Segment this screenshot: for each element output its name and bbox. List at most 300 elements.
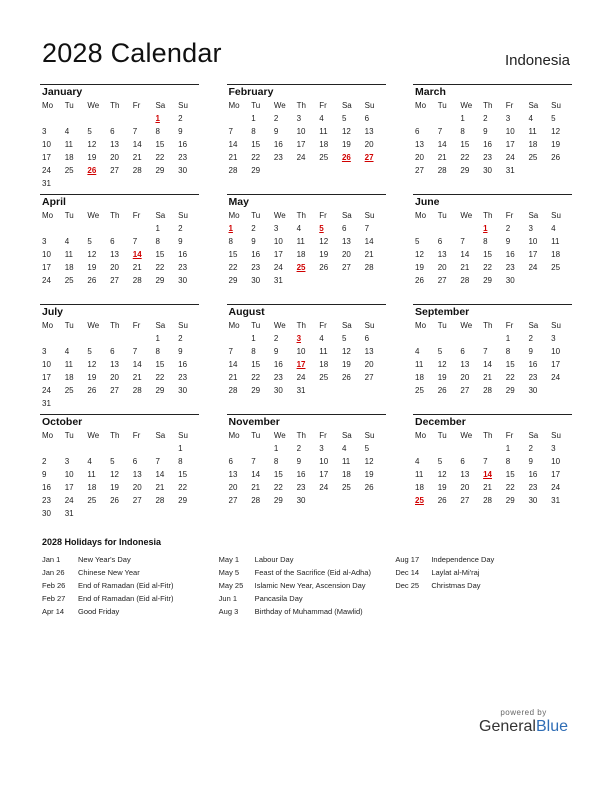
day-cell: 27 [460,496,470,505]
holiday-item [42,553,219,566]
day-cell: 11 [319,127,328,136]
day-cell: 14 [228,140,238,149]
empty-day-cell [153,442,176,455]
day-cell: 27 [228,496,238,505]
day-cell: 30 [273,386,283,395]
week-row [413,248,572,261]
brand-name-part1: General [479,718,536,735]
holiday-day: 25 [296,263,306,272]
day-cell: 3 [273,224,279,233]
weekday-label: Sa [528,101,539,110]
holiday-day: 1 [228,224,233,233]
weekday-label: Tu [437,321,447,330]
weekday-label: We [273,321,286,330]
day-cell: 14 [155,470,165,479]
day-cell: 16 [273,140,283,149]
day-cell: 13 [110,250,119,259]
day-cell: 17 [551,470,561,479]
weekday-label: We [273,211,286,220]
day-cell: 6 [110,237,115,246]
day-cell: 19 [364,470,374,479]
empty-day-cell [227,442,250,455]
holiday-column [42,553,219,618]
day-cell: 30 [505,276,515,285]
day-cell: 1 [505,444,511,453]
week-row [227,384,386,397]
day-cell: 1 [178,444,183,453]
weekday-label: Fr [132,101,141,110]
day-cell: 20 [460,373,470,382]
day-cell: 5 [437,347,443,356]
day-cell: 26 [551,153,561,162]
day-cell: 29 [460,166,470,175]
day-cell: 29 [483,276,492,285]
day-cell: 7 [483,457,488,466]
powered-by-text: powered by [500,708,547,717]
day-cell: 20 [415,153,424,162]
week-row [40,112,199,125]
holiday-day: 17 [296,360,306,369]
day-cell: 28 [132,386,142,395]
empty-day-cell [131,442,154,455]
empty-day-cell [436,222,459,235]
day-cell: 22 [483,263,492,272]
week-row [413,468,572,481]
day-cell: 27 [341,263,351,272]
day-cell: 5 [87,347,92,356]
day-cell: 20 [110,153,119,162]
day-cell: 9 [483,127,488,136]
day-cell: 15 [178,470,188,479]
day-cell: 26 [87,276,97,285]
day-cell: 23 [296,483,306,492]
holidays-section [42,537,572,618]
empty-day-cell [458,442,481,455]
week-row [413,151,572,164]
day-cell: 25 [319,373,329,382]
day-cell: 28 [228,386,238,395]
day-cell: 2 [178,334,183,343]
holiday-day: 26 [87,166,97,175]
day-cell: 25 [64,386,74,395]
weekday-label: Sa [155,101,166,110]
weekday-header [40,319,199,332]
day-cell: 3 [551,334,556,343]
empty-day-cell [40,442,63,455]
week-row [227,138,386,151]
day-cell: 11 [64,250,73,259]
day-cell: 18 [296,250,306,259]
day-cell: 6 [460,347,465,356]
day-cell: 1 [273,444,279,453]
empty-day-cell [436,332,459,345]
holiday-name: Independence Day [431,555,495,564]
holiday-item [42,592,219,605]
day-cell: 21 [228,373,238,382]
day-cell: 18 [319,360,329,369]
day-cell: 16 [296,470,306,479]
day-cell: 20 [110,263,119,272]
month-september [413,304,572,414]
day-cell: 12 [437,360,447,369]
week-row [413,138,572,151]
day-cell: 23 [528,483,538,492]
day-cell: 18 [415,373,424,382]
day-cell: 7 [132,127,138,136]
day-cell: 24 [319,483,329,492]
day-cell: 31 [505,166,515,175]
weekday-label: Su [551,211,561,220]
day-cell: 24 [296,373,306,382]
day-cell: 25 [551,263,561,272]
day-cell: 14 [460,250,470,259]
weekday-label: Th [296,431,306,440]
weekday-label: Th [110,431,120,440]
week-row [413,481,572,494]
empty-day-cell [131,332,154,345]
empty-day-cell [85,112,108,125]
day-cell: 3 [296,114,302,123]
weekday-label: Sa [341,431,352,440]
holiday-item [219,579,396,592]
empty-day-cell [458,222,481,235]
day-cell: 22 [178,483,188,492]
month-name: May [228,196,249,208]
holidays-columns [42,553,572,618]
day-cell: 20 [132,483,142,492]
month-name: November [228,416,280,428]
weekday-label: Tu [251,101,261,110]
day-cell: 11 [528,127,537,136]
day-cell: 9 [273,127,279,136]
holiday-name: Birthday of Muhammad (Mawlid) [254,607,363,616]
day-cell: 12 [87,360,97,369]
month-april [40,194,199,304]
day-cell: 13 [364,127,374,136]
day-cell: 11 [415,360,424,369]
day-cell: 26 [110,496,119,505]
day-cell: 17 [319,470,329,479]
week-row [227,112,386,125]
day-cell: 8 [251,127,256,136]
day-cell: 8 [155,237,160,246]
week-row [40,274,199,287]
day-cell: 28 [228,166,238,175]
week-row [40,332,199,345]
day-cell: 29 [251,166,261,175]
weekday-label: Sa [341,321,352,330]
day-cell: 1 [460,114,465,123]
day-cell: 9 [505,237,511,246]
weekday-label: Th [110,101,120,110]
weekday-label: Sa [155,211,166,220]
holiday-date: Jan 1 [42,555,61,564]
day-cell: 19 [437,373,447,382]
day-cell: 1 [155,224,160,233]
holiday-item [42,605,219,618]
weekday-label: Mo [42,431,54,440]
week-row [227,455,386,468]
day-cell: 30 [178,386,188,395]
day-cell: 6 [110,127,115,136]
country-name: Indonesia [504,52,570,69]
weekday-label: Fr [505,431,514,440]
day-cell: 15 [155,250,165,259]
weekday-label: Su [364,101,375,110]
day-cell: 15 [505,470,515,479]
day-cell: 21 [364,250,374,259]
day-cell: 30 [42,509,51,518]
day-cell: 10 [528,237,538,246]
day-cell: 2 [178,114,183,123]
month-october [40,414,199,524]
day-cell: 1 [155,334,160,343]
month-name: June [415,196,440,208]
weekday-label: We [460,321,473,330]
holiday-item [219,566,396,579]
day-cell: 8 [228,237,233,246]
month-december [413,414,572,524]
day-cell: 6 [132,457,138,466]
weekday-label: Th [296,101,306,110]
week-row [227,261,386,274]
weekday-label: Fr [505,211,514,220]
day-cell: 2 [528,334,533,343]
holiday-name: End of Ramadan (Eid al-Fitr) [78,581,174,590]
holiday-date: May 5 [218,568,240,577]
day-cell: 5 [87,127,92,136]
day-cell: 9 [528,347,533,356]
weekday-header [227,429,386,442]
empty-day-cell [85,332,108,345]
holiday-day: 27 [364,153,374,162]
day-cell: 15 [251,360,261,369]
day-cell: 4 [415,347,420,356]
day-cell: 15 [251,140,261,149]
day-cell: 23 [42,496,51,505]
weekday-label: Fr [132,321,141,330]
day-cell: 3 [319,444,324,453]
day-cell: 3 [528,224,533,233]
weekday-label: Tu [251,321,261,330]
day-cell: 19 [341,360,351,369]
holiday-name: New Year's Day [78,555,131,564]
holiday-day: 5 [319,224,324,233]
weekday-label: Tu [64,211,74,220]
weekday-label: Fr [505,321,514,330]
day-cell: 10 [551,347,561,356]
holiday-date: Feb 26 [42,581,66,590]
day-cell: 27 [132,496,142,505]
weekday-label: We [273,101,286,110]
empty-day-cell [108,222,131,235]
holiday-name: Feast of the Sacrifice (Eid al-Adha) [254,568,371,577]
day-cell: 30 [178,276,188,285]
weekday-label: Tu [251,431,261,440]
weekday-label: Th [483,211,493,220]
day-cell: 17 [528,250,538,259]
day-cell: 12 [319,237,329,246]
empty-day-cell [131,112,154,125]
day-cell: 13 [110,360,119,369]
day-cell: 26 [341,373,351,382]
day-cell: 22 [155,373,165,382]
holiday-name: Pancasila Day [254,594,303,603]
month-january [40,84,199,194]
day-cell: 9 [528,457,533,466]
weekday-label: Mo [42,321,54,330]
day-cell: 10 [273,237,283,246]
day-cell: 17 [296,140,306,149]
day-cell: 13 [110,140,119,149]
day-cell: 15 [460,140,470,149]
weekday-label: Fr [505,101,514,110]
day-cell: 26 [87,386,97,395]
day-cell: 30 [251,276,261,285]
holiday-date: Aug 17 [395,555,420,564]
weekday-header [227,319,386,332]
month-may [227,194,386,304]
weekday-label: Sa [528,211,539,220]
day-cell: 23 [251,263,261,272]
day-cell: 28 [132,276,142,285]
empty-day-cell [63,222,86,235]
day-cell: 27 [110,276,119,285]
weekday-label: Mo [42,211,54,220]
day-cell: 8 [483,237,488,246]
empty-day-cell [413,112,436,125]
day-cell: 17 [42,263,51,272]
week-row [227,442,386,455]
empty-day-cell [413,332,436,345]
day-cell: 9 [178,127,183,136]
day-cell: 22 [228,263,238,272]
week-row [40,164,199,177]
day-cell: 21 [460,263,470,272]
weekday-label: Fr [319,101,327,110]
day-cell: 12 [341,127,351,136]
holiday-date: Jun 1 [218,594,238,603]
day-cell: 16 [273,360,283,369]
day-cell: 6 [341,224,347,233]
day-cell: 15 [155,140,165,149]
day-cell: 12 [415,250,424,259]
day-cell: 25 [64,276,74,285]
day-cell: 19 [319,250,329,259]
day-cell: 24 [505,153,515,162]
empty-day-cell [436,442,459,455]
week-row [40,125,199,138]
day-cell: 18 [528,140,538,149]
day-cell: 31 [296,386,306,395]
day-cell: 23 [178,263,188,272]
page-title: 2028 Calendar [42,38,222,68]
day-cell: 4 [64,127,70,136]
day-cell: 26 [437,496,447,505]
day-cell: 3 [551,444,556,453]
day-cell: 2 [273,114,279,123]
day-cell: 5 [364,444,370,453]
weekday-label: Tu [437,101,447,110]
holiday-date: May 25 [218,581,244,590]
empty-day-cell [249,442,272,455]
empty-day-cell [227,332,250,345]
day-cell: 10 [505,127,515,136]
day-cell: 9 [273,347,279,356]
day-cell: 24 [296,153,306,162]
day-cell: 24 [551,373,561,382]
weekday-label: Sa [155,321,166,330]
holiday-day: 14 [132,250,142,259]
day-cell: 5 [415,237,420,246]
day-cell: 28 [155,496,165,505]
day-cell: 13 [132,470,142,479]
weekday-header [227,99,386,112]
holiday-item [395,579,572,592]
day-cell: 24 [64,496,74,505]
day-cell: 31 [551,496,561,505]
day-cell: 2 [296,444,302,453]
day-cell: 21 [132,263,142,272]
week-row [413,494,572,507]
weekday-header [413,99,572,112]
weekday-label: Su [551,101,561,110]
week-row [227,371,386,384]
week-row [40,384,199,397]
week-row [40,151,199,164]
day-cell: 27 [110,166,119,175]
day-cell: 2 [505,224,511,233]
week-row [40,138,199,151]
week-row [40,494,199,507]
holiday-date: Jan 26 [42,568,65,577]
weekday-label: Th [110,211,120,220]
day-cell: 22 [460,153,470,162]
empty-day-cell [40,112,63,125]
week-row [40,442,199,455]
day-cell: 10 [64,470,74,479]
day-cell: 21 [483,373,492,382]
month-july [40,304,199,414]
weekday-label: Sa [528,321,539,330]
holiday-item [42,579,219,592]
day-cell: 26 [364,483,374,492]
day-cell: 8 [505,347,511,356]
weekday-label: Tu [64,101,74,110]
month-row [40,414,572,524]
day-cell: 31 [42,179,51,188]
holiday-item [219,592,396,605]
week-row [227,248,386,261]
day-cell: 5 [437,457,443,466]
holiday-date: Dec 14 [395,568,420,577]
day-cell: 20 [341,250,351,259]
month-name: January [42,86,83,98]
month-name: February [228,86,274,98]
day-cell: 21 [132,373,142,382]
weekday-label: Su [364,211,375,220]
empty-day-cell [131,222,154,235]
day-cell: 28 [460,276,470,285]
week-row [227,151,386,164]
weekday-label: Tu [437,431,447,440]
empty-day-cell [227,112,250,125]
day-cell: 14 [132,360,142,369]
day-cell: 30 [178,166,188,175]
day-cell: 2 [178,224,183,233]
holiday-day: 1 [483,224,488,233]
day-cell: 24 [42,276,51,285]
